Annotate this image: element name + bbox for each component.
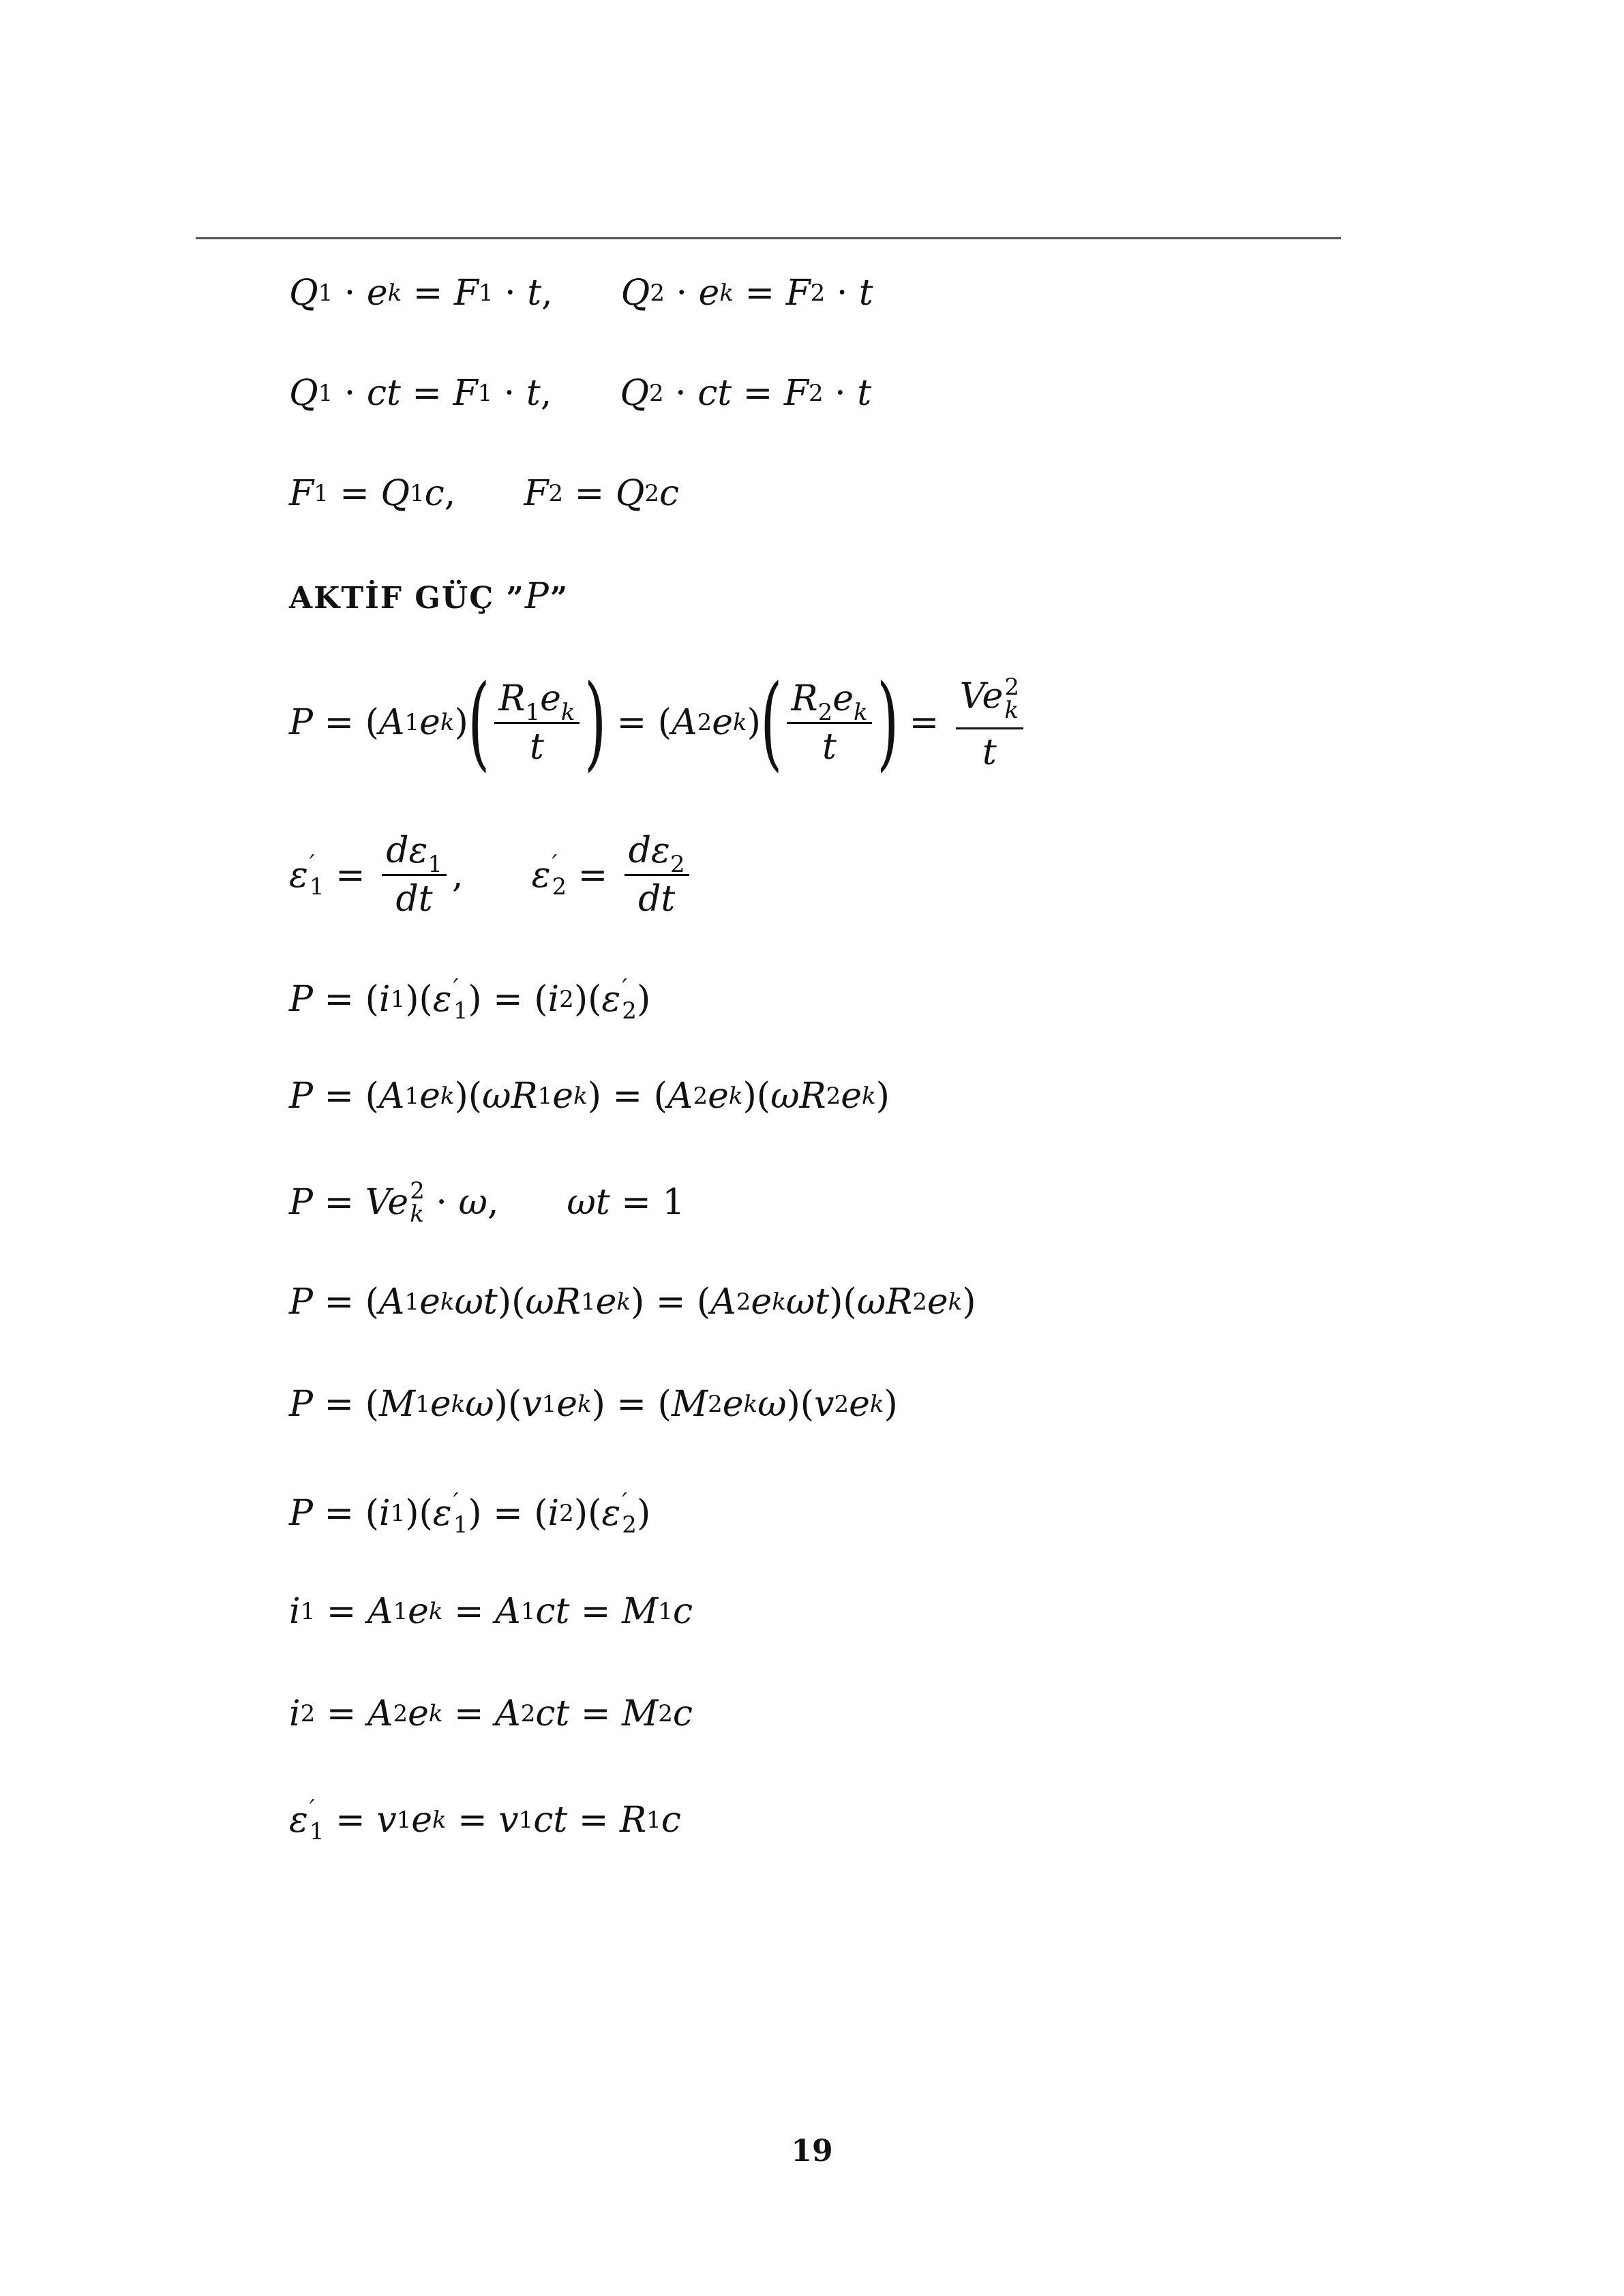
equation-12: i 1 = A 1 e k = A 1 ct = M 1 c	[289, 1591, 693, 1632]
equation-1: Q 1 · e k = F 1 · t , Q 2 · e k = F 2 · t	[289, 273, 873, 314]
equation-4: P = ( A 1 e k ) ( $\frac{R_1e_k}{t}$ ) = ( A 2 e k ) ( $\frac{R_2e_k}{t}$ ) = Ve 2 k t	[289, 671, 1029, 774]
equation-14: ε ′ 1 = v 1 e k = v 1 ct = R 1 c	[289, 1795, 681, 1845]
equation-13: i 2 = A 2 e k = A 2 ct = M 2 c	[289, 1693, 693, 1734]
equation-11: P = ( i 1 )( ε ′ 1 ) = ( i 2 )( ε ′ 2 )	[289, 1488, 651, 1539]
equation-7: P = ( A 1 e k )( ωR 1 e k ) = ( A 2 e k )( ωR 2 e k )	[289, 1076, 890, 1117]
equation-3: F 1 = Q 1 c , F 2 = Q 2 c	[289, 473, 680, 514]
equation-8: P = Ve 2 k · ω , ωt = 1	[289, 1177, 685, 1228]
section-heading: AKTİF GÜÇ ”P”	[289, 576, 569, 617]
page-number: 19	[791, 2134, 833, 2169]
header-rule	[196, 237, 1341, 239]
equation-5: ε ′ 1 = $\frac{d\varepsilon_1}{dt}$ , ε ′ 2 = $\frac{d\varepsilon_2}{dt}$	[289, 833, 695, 917]
equation-10: P = ( M 1 e k ω )( v 1 e k ) = ( M 2 e k ω )( v 2 e k )	[289, 1384, 898, 1425]
equation-9: P = ( A 1 e k ωt )( ωR 1 e k ) = ( A 2 e k ωt )( ωR 2 e k )	[289, 1282, 976, 1323]
equation-6: P = ( i 1 )( ε ′ 1 ) = ( i 2 )( ε ′ 2 )	[289, 974, 651, 1025]
equation-2: Q 1 · ct = F 1 · t , Q 2 · ct = F 2 · t	[289, 373, 872, 414]
